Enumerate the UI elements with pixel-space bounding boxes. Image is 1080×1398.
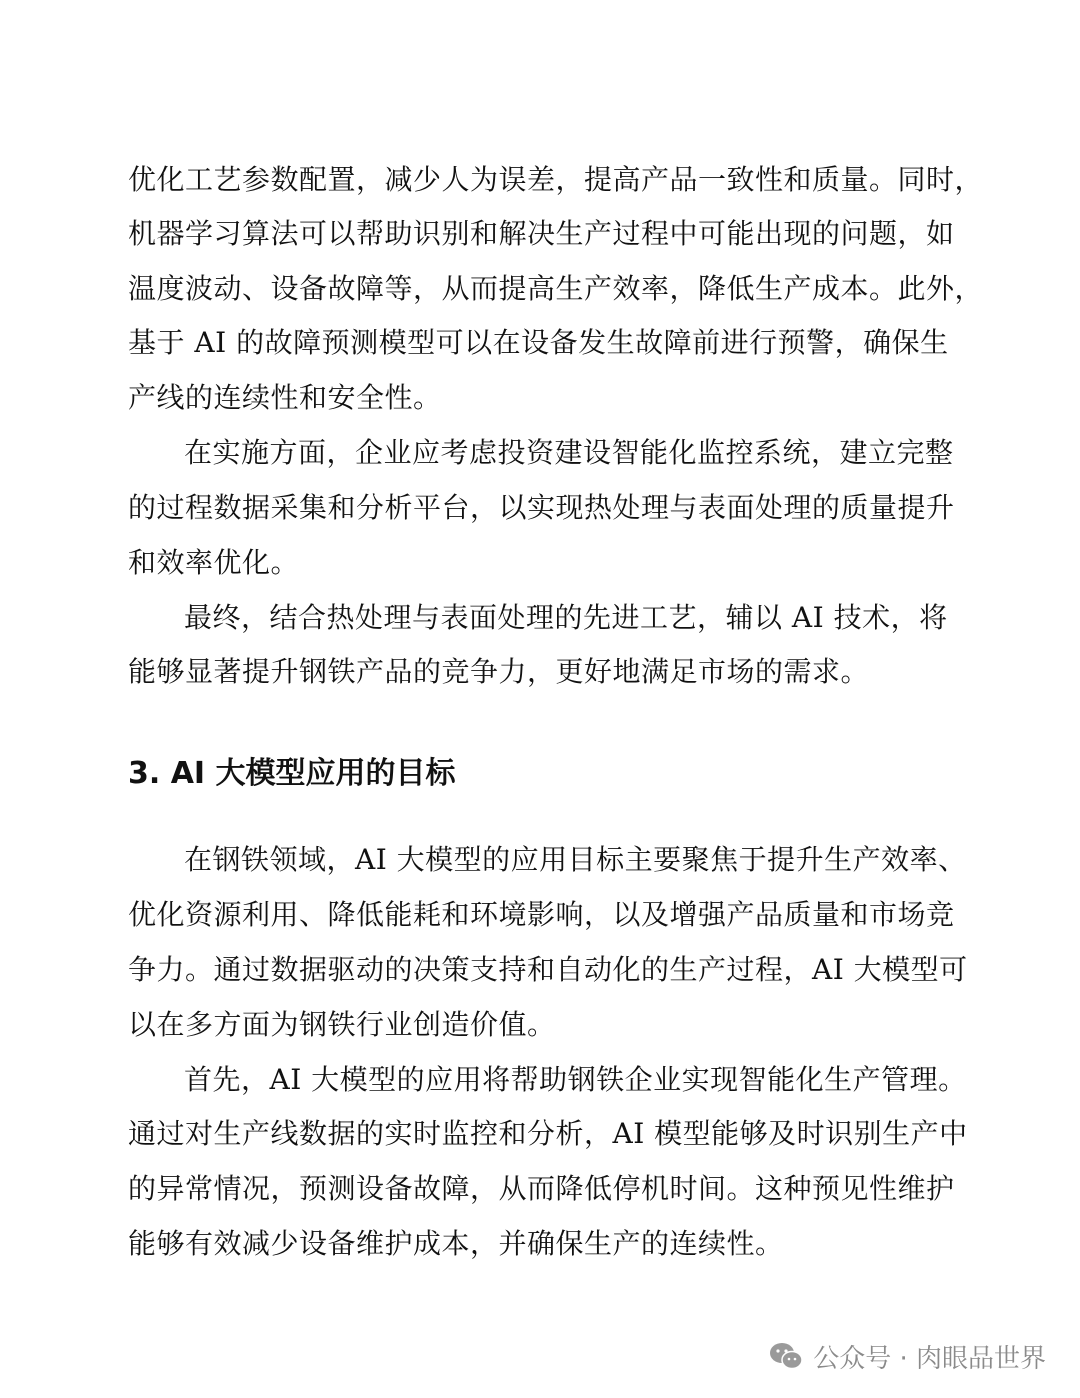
paragraph-1-line-5: 产线的连续性和安全性。 [128, 381, 442, 414]
paragraph-4-line-2: 优化资源利用、降低能耗和环境影响，以及增强产品质量和市场竞 [128, 898, 955, 931]
paragraph-1-line-1: 优化工艺参数配置，减少人为误差，提高产品一致性和质量。同时， [128, 163, 984, 196]
paragraph-5-line-4: 能够有效减少设备维护成本，并确保生产的连续性。 [128, 1227, 784, 1260]
watermark [769, 1336, 1046, 1376]
paragraph-4-line-1: 在钢铁领域，AI 大模型的应用目标主要聚焦于提升生产效率、 [184, 843, 967, 876]
paragraph-1-line-3: 温度波动、设备故障等，从而提高生产效率，降低生产成本。此外， [128, 272, 984, 305]
wechat-icon [769, 1341, 803, 1371]
paragraph-3-line-1: 最终，结合热处理与表面处理的先进工艺，辅以 AI 技术，将 [184, 601, 948, 634]
paragraph-4-line-4: 以在多方面为钢铁行业创造价值。 [128, 1008, 556, 1041]
paragraph-5-line-3: 的异常情况，预测设备故障，从而降低停机时间。这种预见性维护 [128, 1172, 955, 1205]
paragraph-5-line-2: 通过对生产线数据的实时监控和分析，AI 模型能够及时识别生产中 [128, 1117, 968, 1150]
paragraph-1-line-2: 机器学习算法可以帮助识别和解决生产过程中可能出现的问题，如 [128, 217, 955, 250]
paragraph-5-line-1: 首先，AI 大模型的应用将帮助钢铁企业实现智能化生产管理。 [184, 1063, 967, 1096]
paragraph-3-line-2: 能够显著提升钢铁产品的竞争力，更好地满足市场的需求。 [128, 655, 870, 688]
paragraph-2-line-2: 的过程数据采集和分析平台，以实现热处理与表面处理的质量提升 [128, 491, 955, 524]
paragraph-1-line-4: 基于 AI 的故障预测模型可以在设备发生故障前进行预警，确保生 [128, 326, 949, 359]
paragraph-2-line-1: 在实施方面，企业应考虑投资建设智能化监控系统，建立完整 [184, 436, 954, 469]
watermark-text: 公众号 · 肉眼品世界 [813, 1343, 1046, 1374]
paragraph-2-line-3: 和效率优化。 [128, 546, 300, 579]
paragraph-4-line-3: 争力。通过数据驱动的决策支持和自动化的生产过程，AI 大模型可 [128, 953, 968, 986]
section-heading: 3. AI 大模型应用的目标 [128, 756, 456, 791]
